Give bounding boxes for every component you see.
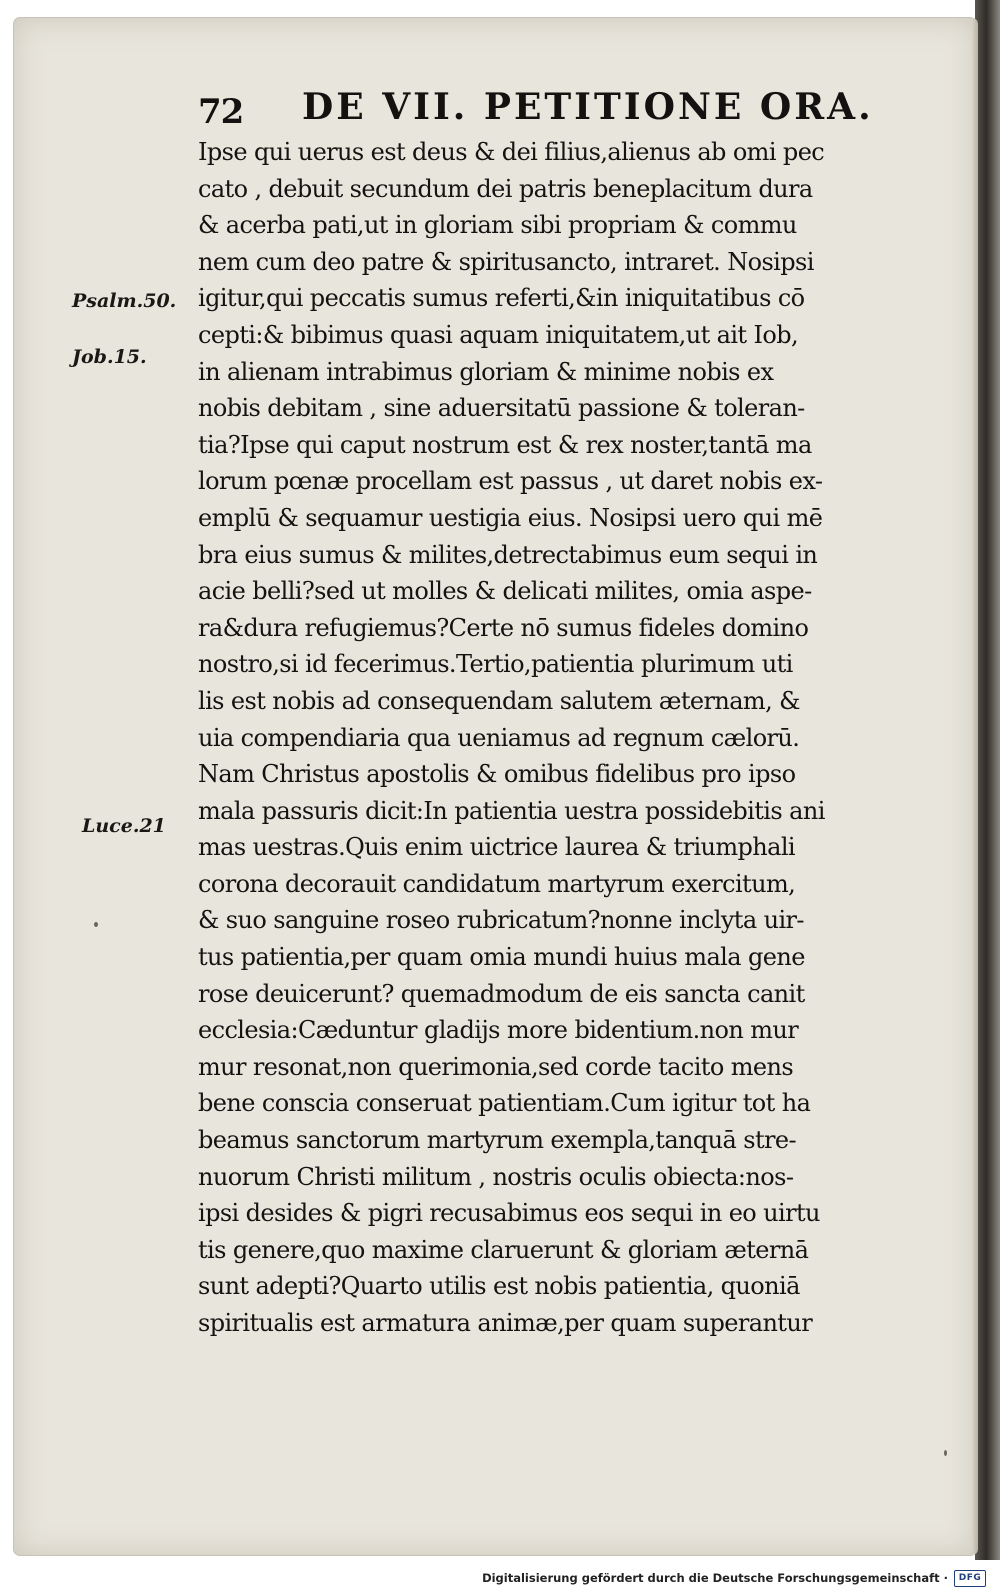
- text-line: spiritualis est armatura animæ,per quam superantur: [198, 1309, 813, 1337]
- text-line: bene conscia conseruat patientiam.Cum igitur tot ha: [198, 1089, 811, 1118]
- text-line: cato , debuit secundum dei patris beneplacitum dura: [198, 174, 813, 203]
- text-line: uia compendiaria qua ueniamus ad regnum cælorū.: [198, 723, 800, 752]
- margin-note-luke: Luce.21: [82, 815, 166, 837]
- footer-bar: [0, 1560, 1000, 1593]
- text-line: tis genere,quo maxime claruerunt & gloriam æternā: [198, 1235, 809, 1264]
- text-line: nuorum Christi militum , nostris oculis obiecta:nos-: [198, 1162, 794, 1191]
- page-edge: [972, 18, 978, 1555]
- text-line: Ipse qui uerus est deus & dei filius,alienus ab omi pec: [198, 138, 825, 166]
- dfg-logo: DFG: [954, 1570, 986, 1587]
- text-line: nostro,si id fecerimus.Tertio,patientia plurimum uti: [198, 650, 793, 679]
- text-line: bra eius sumus & milites,detrectabimus eum sequi in: [198, 540, 818, 569]
- margin-note-job: Job.15.: [72, 346, 147, 368]
- text-line: Nam Christus apostolis & omibus fidelibus pro ipso: [198, 760, 796, 789]
- ink-speck: [944, 1450, 947, 1456]
- book-binding: [975, 0, 1000, 1560]
- page-number: 72: [198, 92, 244, 132]
- running-title: DE VII. PETITIONE ORA.: [302, 86, 874, 128]
- text-line: lorum pœnæ procellam est passus , ut daret nobis ex-: [198, 467, 823, 496]
- text-line: & suo sanguine roseo rubricatum?nonne inclyta uir-: [198, 906, 804, 935]
- text-line: mas uestras.Quis enim uictrice laurea & triumphali: [198, 833, 796, 862]
- text-line: igitur,qui peccatis sumus referti,&in iniquitatibus cō: [198, 284, 805, 313]
- text-line: nobis debitam , sine aduersitatū passione & toleran-: [198, 394, 805, 423]
- text-line: ecclesia:Cæduntur gladijs more bidentium.non mur: [198, 1016, 799, 1045]
- footer-credit: Digitalisierung gefördert durch die Deutsche Forschungsgemeinschaft ·: [482, 1571, 948, 1585]
- text-line: sunt adepti?Quarto utilis est nobis patientia, quoniā: [198, 1272, 800, 1301]
- ink-speck: [94, 922, 98, 927]
- text-line: in alienam intrabimus gloriam & minime nobis ex: [198, 357, 774, 386]
- text-line: tia?Ipse qui caput nostrum est & rex noster,tantā ma: [198, 430, 812, 459]
- text-line: tus patientia,per quam omia mundi huius mala gene: [198, 943, 805, 972]
- text-line: ra&dura refugiemus?Certe nō sumus fideles domino: [198, 613, 809, 642]
- text-line: rose deuicerunt? quemadmodum de eis sancta canit: [198, 979, 805, 1008]
- text-line: cepti:& bibimus quasi aquam iniquitatem,ut ait Iob,: [198, 320, 799, 349]
- text-line: & acerba pati,ut in gloriam sibi propriam & commu: [198, 211, 797, 240]
- text-line: beamus sanctorum martyrum exempla,tanquā stre-: [198, 1126, 797, 1155]
- running-head: [194, 70, 874, 132]
- text-line: ipsi desides & pigri recusabimus eos sequi in eo uirtu: [198, 1199, 820, 1228]
- text-line: mala passuris dicit:In patientia uestra possidebitis ani: [198, 796, 825, 825]
- text-line: corona decorauit candidatum martyrum exercitum,: [198, 869, 796, 898]
- text-line: nem cum deo patre & spiritusancto, intraret. Nosipsi: [198, 247, 814, 276]
- body-text: [198, 134, 938, 1342]
- text-line: emplū & sequamur uestigia eius. Nosipsi uero qui mē: [198, 503, 823, 532]
- text-line: acie belli?sed ut molles & delicati milites, omia aspe-: [198, 577, 812, 606]
- margin-note-psalm: Psalm.50.: [72, 290, 177, 312]
- text-line: lis est nobis ad consequendam salutem æternam, &: [198, 686, 800, 715]
- text-line: mur resonat,non querimonia,sed corde tacito mens: [198, 1052, 794, 1081]
